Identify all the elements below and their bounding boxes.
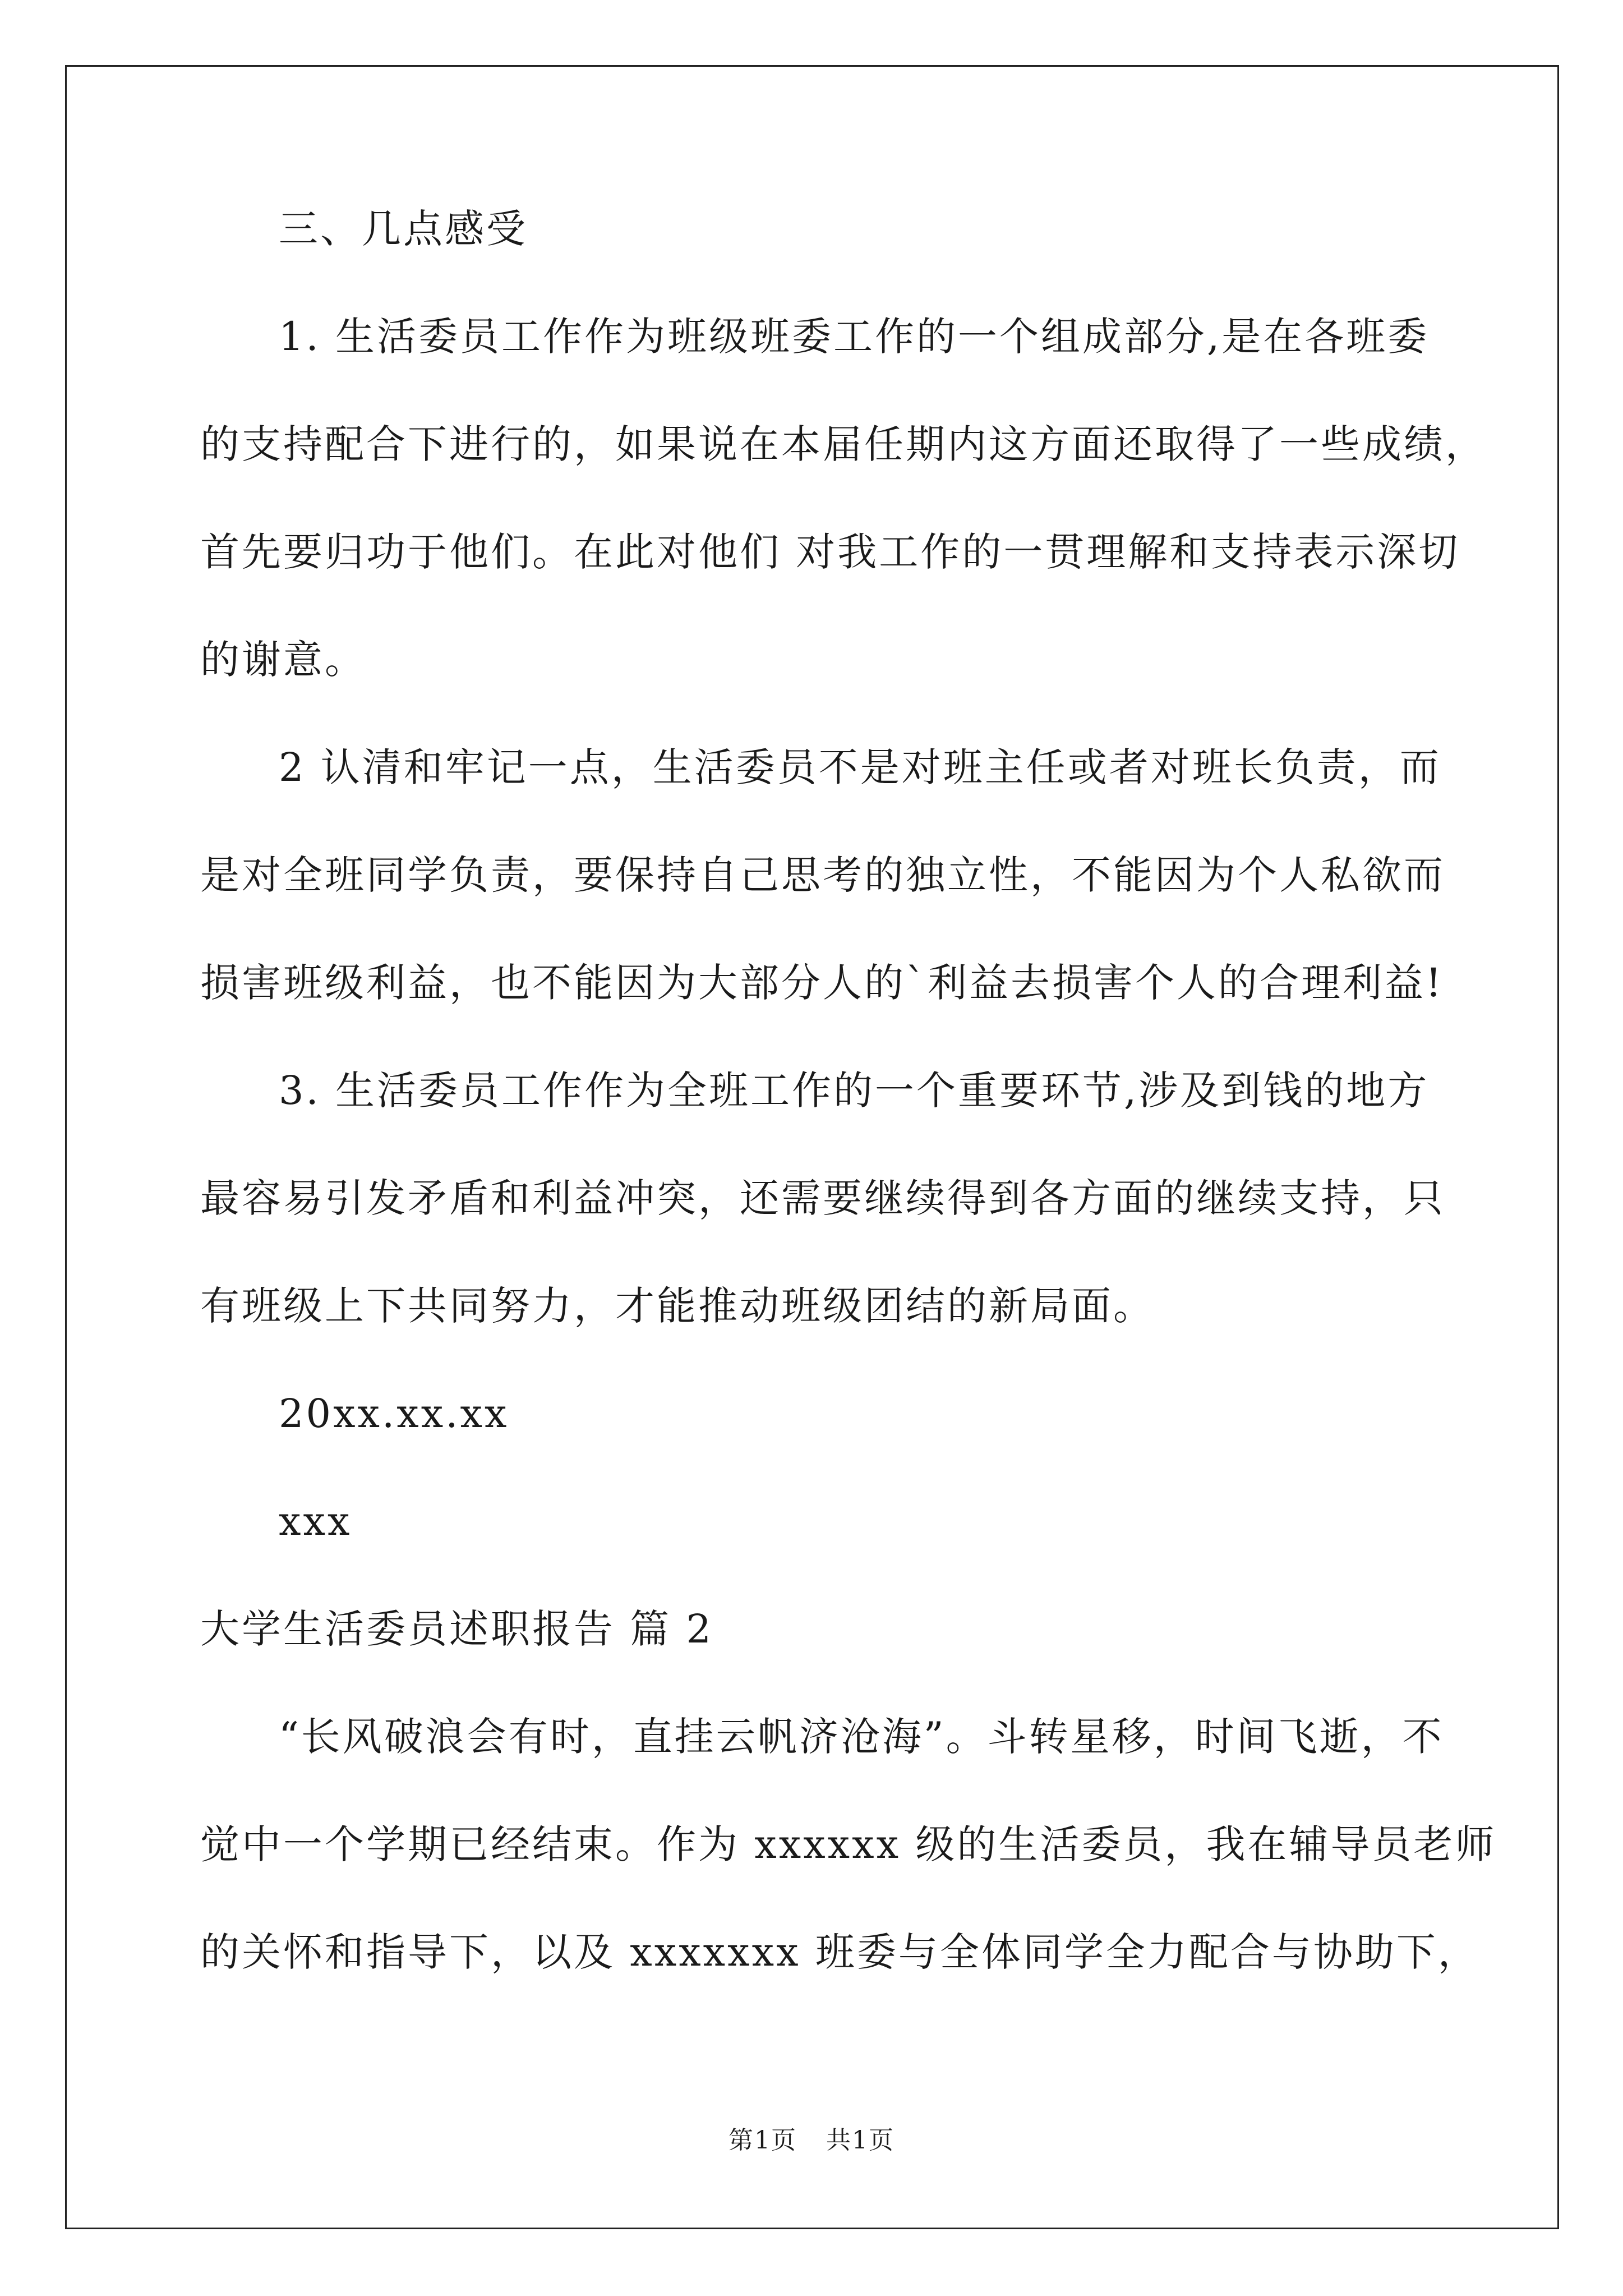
paragraph-2-line-2: 是对全班同学负责，要保持自己思考的独立性，不能因为个人私欲而 [200, 852, 1445, 898]
paragraph-3-line-3: 有班级上下共同努力，才能推动班级团结的新局面。 [200, 1283, 1155, 1329]
section-2-title: 大学生活委员述职报告 篇 2 [200, 1606, 714, 1652]
report-date: 20xx.xx.xx [279, 1391, 509, 1437]
page-number-total: 共1页 [826, 2126, 895, 2155]
paragraph-1-line-2: 的支持配合下进行的，如果说在本届任期内这方面还取得了一些成绩， [200, 421, 1487, 467]
paragraph-2-line-1: 2 认清和牢记一点，生活委员不是对班主任或者对班长负责，而 [279, 744, 1441, 790]
section-2-line-1: “长风破浪会有时，直挂云帆济沧海”。斗转星移，时间飞逝，不 [279, 1714, 1444, 1760]
paragraph-3-line-1: 3. 生活委员工作作为全班工作的一个重要环节,涉及到钱的地方 [279, 1068, 1430, 1114]
page-footer [0, 2124, 1623, 2157]
paragraph-2-line-3: 损害班级利益，也不能因为大部分人的`利益去损害个人的合理利益! [200, 960, 1444, 1006]
section-2-line-2: 觉中一个学期已经结束。作为 xxxxxx 级的生活委员，我在辅导员老师 [200, 1821, 1497, 1867]
page-number-current: 第1页 [728, 2126, 797, 2155]
report-signature: xxx [279, 1498, 352, 1544]
section-2-line-3: 的关怀和指导下，以及 xxxxxxx 班委与全体同学全力配合与协助下， [200, 1929, 1479, 1975]
paragraph-1-line-1: 1. 生活委员工作作为班级班委工作的一个组成部分,是在各班委 [279, 314, 1430, 360]
page-border [65, 65, 1559, 2229]
section-heading: 三、几点感受 [279, 206, 528, 252]
paragraph-1-line-4: 的谢意。 [200, 637, 366, 683]
paragraph-3-line-2: 最容易引发矛盾和利益冲突，还需要继续得到各方面的继续支持，只 [200, 1175, 1445, 1221]
paragraph-1-line-3: 首先要归功于他们。在此对他们 对我工作的一贯理解和支持表示深切 [200, 529, 1460, 575]
